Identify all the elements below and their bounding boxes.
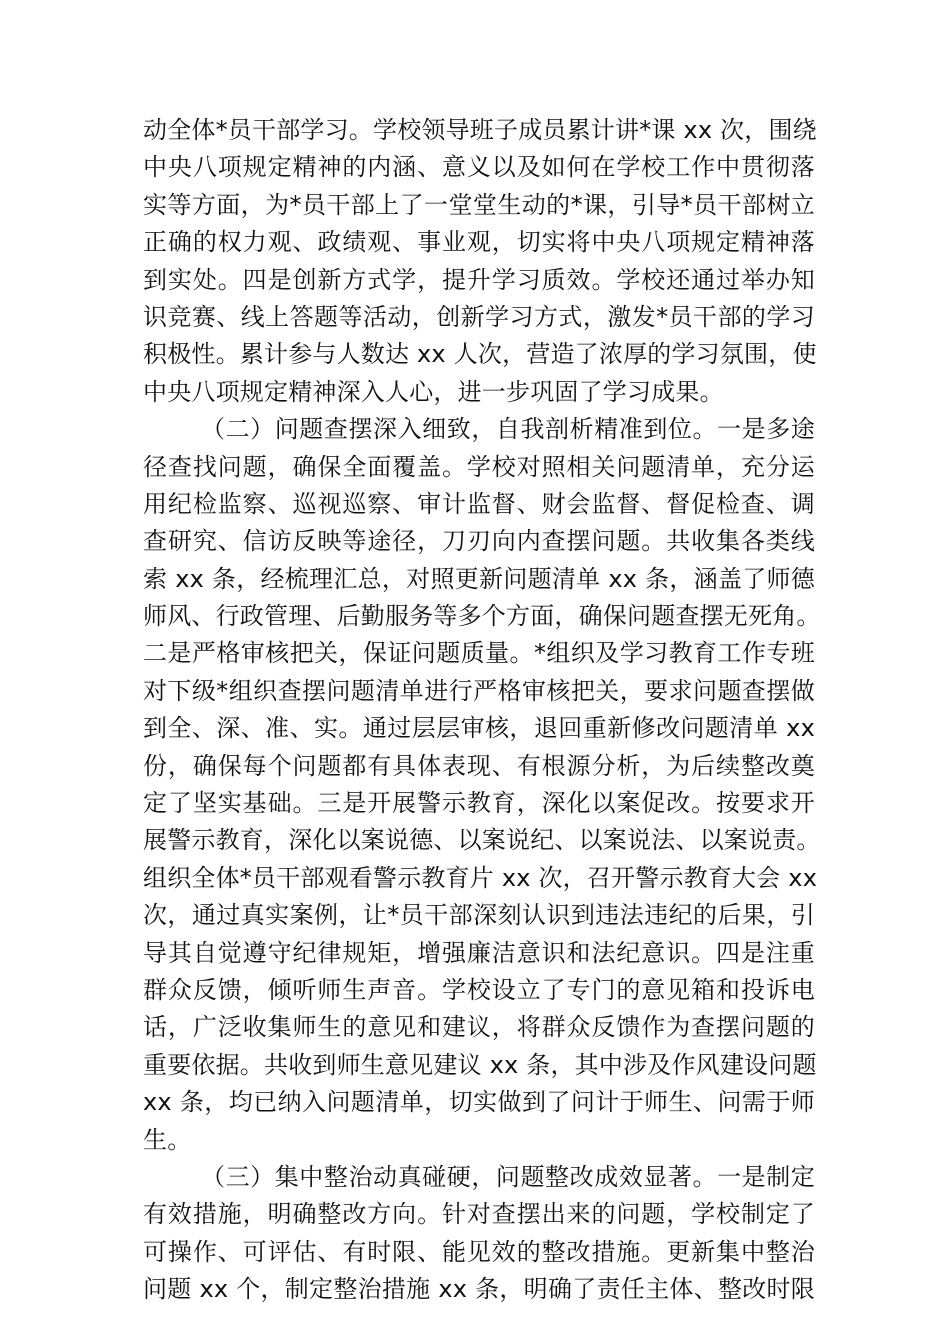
text-line: 可操作、可评估、有时限、能见效的整改措施。更新集中整治 [143, 1237, 815, 1266]
text-line: 定了坚实基础。三是开展警示教育，深化以案促改。按要求开 [143, 789, 815, 818]
paragraph-heading-line: （二）问题查摆深入细致，自我剖析精准到位。一是多途 [201, 415, 815, 444]
text-line: 中央八项规定精神的内涵、意义以及如何在学校工作中贯彻落 [143, 153, 815, 182]
text-line: 师风、行政管理、后勤服务等多个方面，确保问题查摆无死角。 [143, 602, 821, 631]
text-line: 二是严格审核把关，保证问题质量。*组织及学习教育工作专班 [143, 639, 815, 668]
text-line: 组织全体*员干部观看警示教育片 xx 次，召开警示教育大会 xx [143, 863, 818, 892]
document-body [143, 112, 821, 1309]
text-line: 对下级*组织查摆问题清单进行严格审核把关，要求问题查摆做 [143, 676, 815, 705]
text-line: xx 条，均已纳入问题清单，切实做到了问计于师生、问需于师 [143, 1088, 815, 1117]
text-line: 径查找问题，确保全面覆盖。学校对照相关问题清单，充分运 [143, 452, 815, 481]
text-line: 问题 xx 个，制定整治措施 xx 条，明确了责任主体、整改时限 [143, 1275, 815, 1304]
text-line: 查研究、信访反映等途径，刀刃向内查摆问题。共收集各类线 [143, 527, 815, 556]
text-line: 识竞赛、线上答题等活动，创新学习方式，激发*员干部的学习 [143, 302, 815, 331]
text-line: 展警示教育，深化以案说德、以案说纪、以案说法、以案说责。 [143, 826, 821, 855]
text-line: 次，通过真实案例，让*员干部深刻认识到违法违纪的后果，引 [143, 901, 815, 930]
paragraph-heading-line: （三）集中整治动真碰硬，问题整改成效显著。一是制定 [201, 1162, 815, 1191]
text-line: 实等方面，为*员干部上了一堂堂生动的*课，引导*员干部树立 [143, 190, 815, 219]
text-line: 重要依据。共收到师生意见建议 xx 条，其中涉及作风建设问题 [143, 1050, 817, 1079]
text-line: 中央八项规定精神深入人心，进一步巩固了学习成果。 [143, 377, 724, 406]
text-line: 动全体*员干部学习。学校领导班子成员累计讲*课 xx 次，围绕 [143, 116, 817, 144]
text-line: 到实处。四是创新方式学，提升学习质效。学校还通过举办知 [143, 265, 815, 294]
text-line: 导其自觉遵守纪律规矩，增强廉洁意识和法纪意识。四是注重 [143, 938, 815, 967]
text-line: 生。 [143, 1125, 192, 1154]
text-line: 有效措施，明确整改方向。针对查摆出来的问题，学校制定了 [143, 1200, 815, 1229]
text-line: 到全、深、准、实。通过层层审核，退回重新修改问题清单 xx [143, 714, 815, 743]
text-line: 正确的权力观、政绩观、事业观，切实将中央八项规定精神落 [143, 228, 815, 257]
text-line: 积极性。累计参与人数达 xx 人次，营造了浓厚的学习氛围，使 [143, 340, 817, 369]
text-line: 用纪检监察、巡视巡察、审计监督、财会监督、督促检查、调 [143, 489, 815, 518]
text-line: 话，广泛收集师生的意见和建议，将群众反馈作为查摆问题的 [143, 1013, 815, 1042]
text-line: 索 xx 条，经梳理汇总，对照更新问题清单 xx 条，涵盖了师德 [143, 564, 815, 593]
text-line: 份，确保每个问题都有具体表现、有根源分析，为后续整改奠 [143, 751, 815, 780]
text-line: 群众反馈，倾听师生声音。学校设立了专门的意见箱和投诉电 [143, 975, 815, 1004]
